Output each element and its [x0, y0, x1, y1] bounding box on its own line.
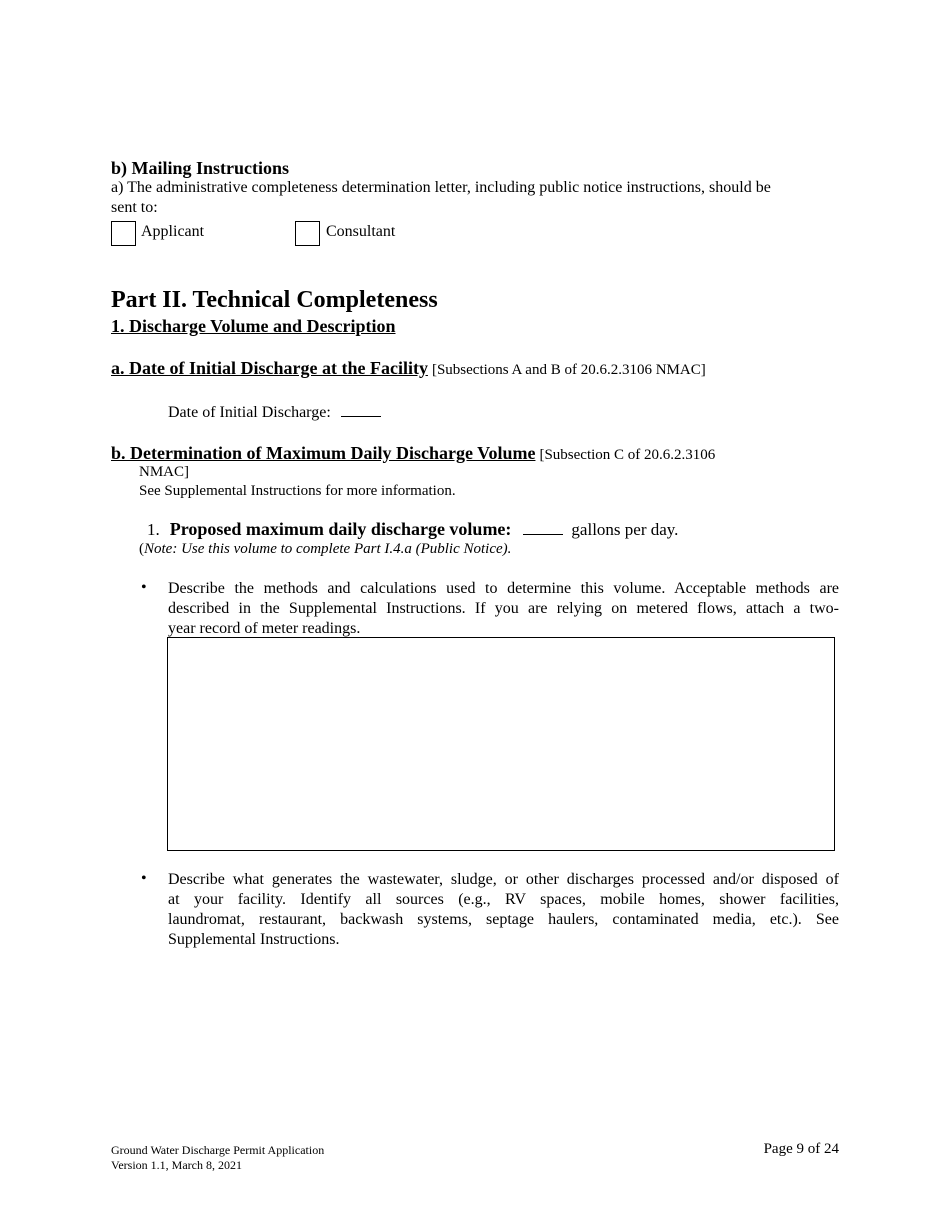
- max-volume-number: 1.: [147, 520, 160, 539]
- mailing-text-line1: a) The administrative completeness determination letter, including public notice instructions, should be: [111, 179, 771, 196]
- max-volume-field[interactable]: [523, 533, 563, 535]
- sources-line2: at your facility. Identify all sources (e.g., RV spaces, mobile homes, shower facilities,: [168, 891, 839, 908]
- applicant-label: Applicant: [141, 223, 205, 240]
- item-a-reference: [Subsections A and B of 20.6.2.3106 NMAC]: [431, 362, 706, 378]
- methods-paragraph: [168, 579, 839, 639]
- footer-version: Version 1.1, March 8, 2021: [111, 1158, 242, 1172]
- item-b-reference: [Subsection C of 20.6.2.3106: [539, 447, 716, 463]
- consultant-checkbox[interactable]: [295, 221, 320, 246]
- methods-line3: year record of meter readings.: [168, 620, 361, 637]
- applicant-checkbox[interactable]: [111, 221, 136, 246]
- note-text: Note: Use this volume to complete Part I.4.a (Public Notice).: [144, 541, 512, 557]
- sources-line3: laundromat, restaurant, backwash systems, septage haulers, contaminated media, etc.). See: [168, 911, 839, 928]
- part2-title: Part II. Technical Completeness: [111, 287, 438, 313]
- methods-bullet-icon: •: [141, 579, 147, 596]
- date-initial-discharge-row: [168, 404, 381, 422]
- item-b-heading-row: [111, 443, 715, 464]
- sources-bullet-icon: •: [141, 870, 147, 887]
- item-b-reference-cont: NMAC]: [139, 464, 190, 480]
- max-volume-units: gallons per day.: [571, 520, 679, 539]
- mailing-heading: b) Mailing Instructions: [111, 158, 290, 178]
- note-open-paren: (: [139, 541, 144, 557]
- max-volume-label: Proposed maximum daily discharge volume:: [169, 519, 512, 539]
- date-initial-discharge-label: Date of Initial Discharge:: [168, 404, 331, 421]
- sources-paragraph: [168, 870, 839, 950]
- footer-doc-title: Ground Water Discharge Permit Application: [111, 1143, 325, 1157]
- section1-heading: 1. Discharge Volume and Description: [111, 316, 396, 336]
- sources-line4: Supplemental Instructions.: [168, 931, 340, 948]
- methods-response-textbox[interactable]: [167, 637, 835, 851]
- item-a-heading-row: [111, 358, 706, 379]
- date-initial-discharge-field[interactable]: [341, 415, 381, 417]
- item-a-heading: a. Date of Initial Discharge at the Facility: [111, 358, 428, 378]
- consultant-label: Consultant: [326, 223, 396, 240]
- item-b-heading: b. Determination of Maximum Daily Discharge Volume: [111, 443, 536, 463]
- note-row: [139, 541, 511, 558]
- sources-line1: Describe what generates the wastewater, sludge, or other discharges processed and/or disposed of: [168, 871, 839, 888]
- see-supplemental-text: See Supplemental Instructions for more information.: [139, 483, 456, 499]
- footer-page-number: Page 9 of 24: [763, 1141, 839, 1157]
- max-volume-row: [147, 519, 678, 540]
- methods-line1: Describe the methods and calculations used to determine this volume. Acceptable methods are: [168, 580, 839, 597]
- methods-line2: described in the Supplemental Instructions. If you are relying on metered flows, attach a two-: [168, 600, 839, 617]
- mailing-text-line2: sent to:: [111, 199, 158, 216]
